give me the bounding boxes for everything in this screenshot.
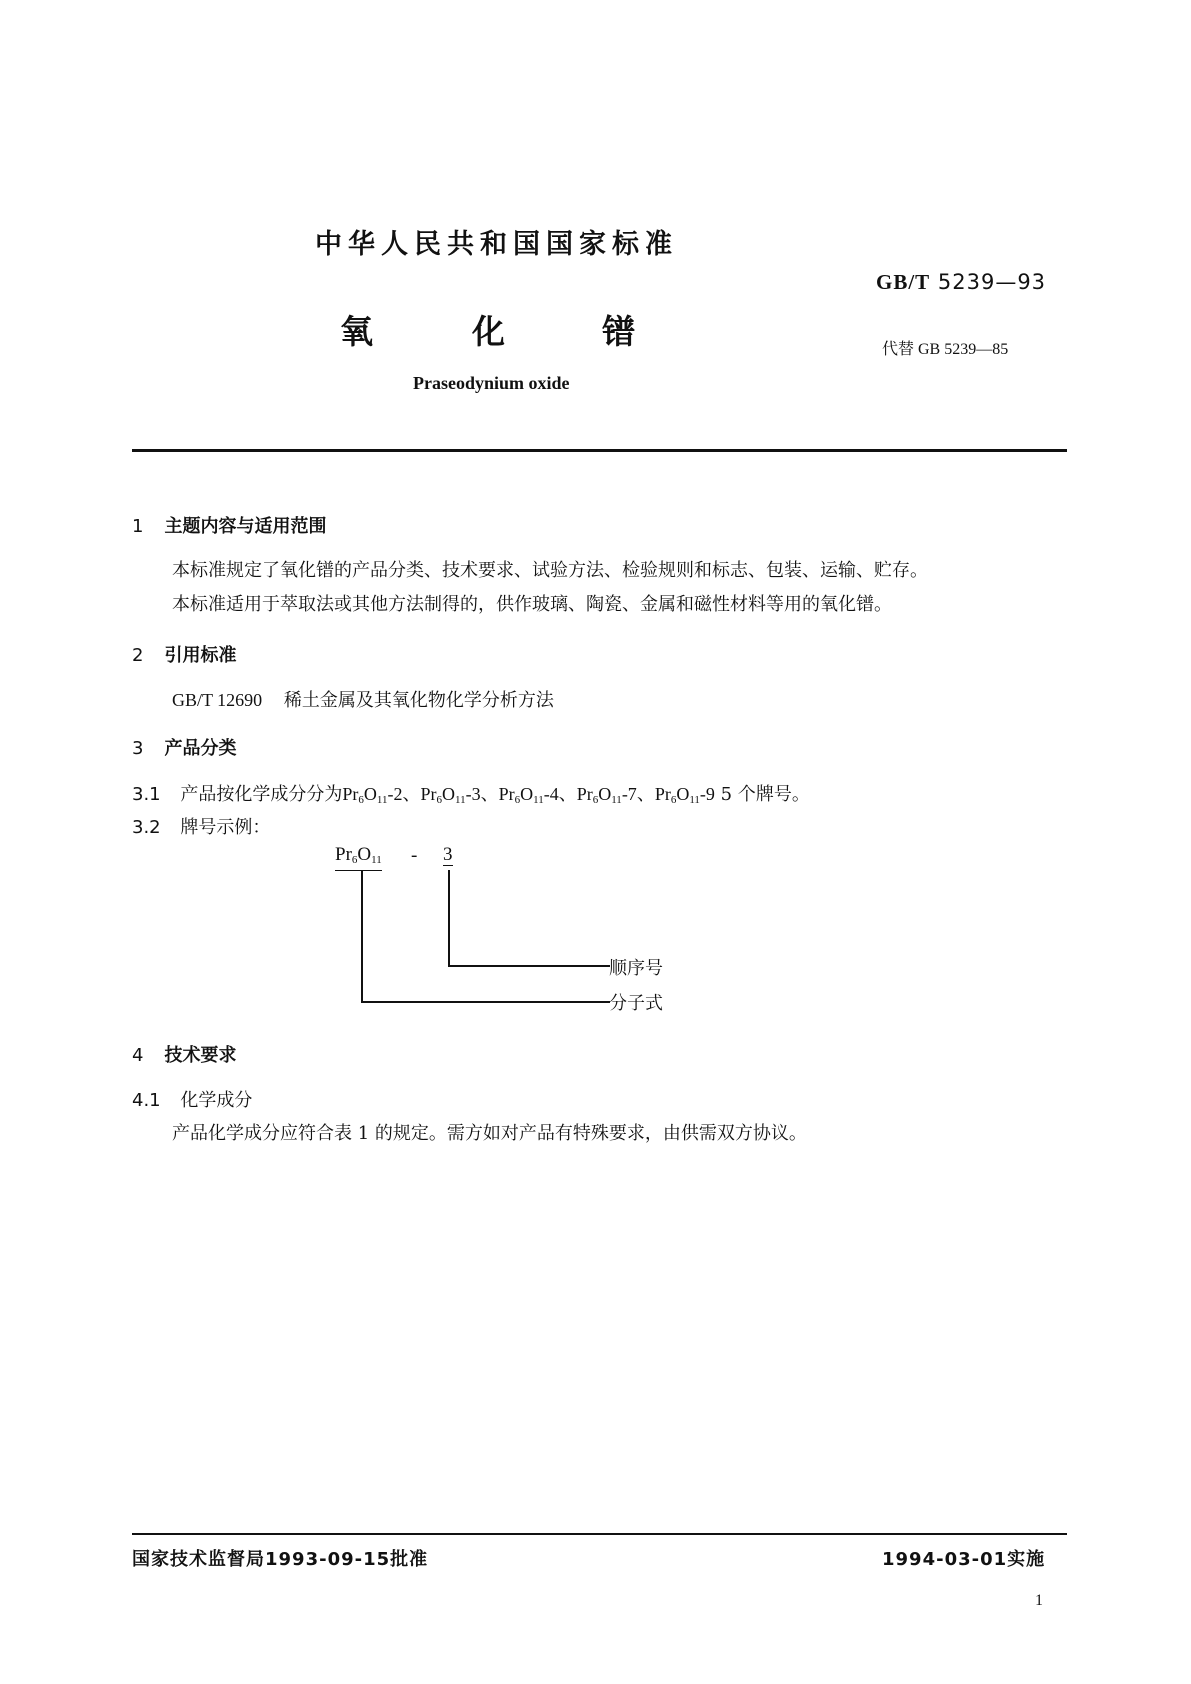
section-title: 主题内容与适用范围 <box>164 516 327 537</box>
grade-item <box>342 784 402 804</box>
grade-item <box>655 784 715 804</box>
clause-4-1-heading <box>132 1086 252 1112</box>
grade-o: O <box>598 784 612 804</box>
grade-base: Pr <box>342 784 359 804</box>
title-char-3: 镨 <box>602 312 635 351</box>
formula-sub-6: 6 <box>351 854 358 866</box>
grade-sub1: 6 <box>358 794 364 806</box>
section-3-heading <box>132 734 237 760</box>
clause-3-2 <box>132 813 270 839</box>
formula-sub-11: 11 <box>371 854 382 866</box>
section-4-heading <box>132 1041 237 1067</box>
standard-code-prefix: GB/T <box>876 270 931 294</box>
grade-o: O <box>676 784 690 804</box>
reference-title: 稀土金属及其氧化物化学分析方法 <box>283 690 554 711</box>
section-number: 2 <box>132 645 144 666</box>
grade-sub1: 6 <box>670 794 677 806</box>
grade-separator: 、 <box>480 784 499 804</box>
clause-number: 3.2 <box>132 817 161 838</box>
clause-4-1-text: 产品化学成分应符合表 1 的规定。需方如对产品有特殊要求，由供需双方协议。 <box>172 1123 807 1144</box>
grade-suffix: -3 <box>465 784 481 804</box>
grade-item <box>577 784 637 804</box>
footer-rule <box>132 1533 1067 1535</box>
grade-suffix: -4 <box>543 784 559 804</box>
section-1-paragraph-2: 本标准适用于萃取法或其他方法制得的，供作玻璃、陶瓷、金属和磁性材料等用的氧化镨。 <box>172 594 892 615</box>
section-2-heading <box>132 641 237 667</box>
grade-base: Pr <box>498 784 515 804</box>
sequence-label: 顺序号 <box>609 958 663 979</box>
grade-suffix: -9 <box>699 784 715 804</box>
section-1-paragraph-1: 本标准规定了氧化镨的产品分类、技术要求、试验方法、检验规则和标志、包装、运输、贮存。 <box>172 560 928 581</box>
clause-3-1 <box>132 780 810 806</box>
clause-number: 3.1 <box>132 784 161 805</box>
grade-sub2: 11 <box>611 794 622 806</box>
clause-title: 化学成分 <box>180 1090 253 1111</box>
title-english: Praseodynium oxide <box>413 373 570 393</box>
section-number: 3 <box>132 738 144 759</box>
section-1-heading <box>132 512 327 538</box>
grade-list <box>342 784 715 804</box>
grade-sub1: 6 <box>592 794 599 806</box>
section-title: 技术要求 <box>164 1045 237 1066</box>
standard-code <box>876 270 1046 295</box>
grade-separator: 、 <box>636 784 655 804</box>
grade-item <box>499 784 559 804</box>
grade-o: O <box>442 784 455 804</box>
standard-code-number: 5239—93 <box>937 270 1047 294</box>
number-vertical-line <box>448 870 450 966</box>
effective-date: 1994-03-01实施 <box>882 1549 1046 1570</box>
grade-suffix: -7 <box>621 784 637 804</box>
grade-o: O <box>363 784 377 804</box>
grade-sub2: 11 <box>376 794 388 806</box>
formula-vertical-line <box>361 870 363 1002</box>
grade-suffix: -2 <box>387 784 403 804</box>
grade-o: O <box>520 784 534 804</box>
formula-o: O <box>357 844 372 865</box>
sequence-connector-line <box>448 965 610 967</box>
clause-number: 4.1 <box>132 1090 161 1111</box>
approval-date: 国家技术监督局1993-09-15批准 <box>132 1549 429 1570</box>
clause-text-tail: 5 个牌号。 <box>714 784 810 805</box>
grade-sub2: 11 <box>455 794 466 806</box>
formula-label: 分子式 <box>609 993 663 1014</box>
section-number: 1 <box>132 516 144 537</box>
grade-separator: 、 <box>558 784 577 804</box>
formula-pr: Pr <box>335 844 352 865</box>
grade-item <box>420 784 480 804</box>
example-dash: - <box>411 845 418 866</box>
grade-base: Pr <box>420 784 437 804</box>
grade-sub2: 11 <box>689 794 700 806</box>
page-number: 1 <box>1035 1592 1043 1609</box>
clause-text: 牌号示例： <box>180 817 271 838</box>
example-formula <box>335 845 382 871</box>
clause-text-lead: 产品按化学成分分为 <box>180 784 343 805</box>
section-title: 产品分类 <box>164 738 237 759</box>
formula-connector-line <box>361 1001 610 1003</box>
section-title: 引用标准 <box>164 645 237 666</box>
national-standard-heading: 中华人民共和国国家标准 <box>315 229 678 260</box>
grade-separator: 、 <box>402 784 421 804</box>
grade-sub1: 6 <box>514 794 521 806</box>
grade-sub1: 6 <box>436 794 442 806</box>
title-char-2: 化 <box>472 312 505 351</box>
section-number: 4 <box>132 1045 144 1066</box>
header-rule <box>132 449 1067 452</box>
grade-base: Pr <box>576 784 593 804</box>
grade-base: Pr <box>654 784 671 804</box>
example-number: 3 <box>443 844 453 865</box>
replaces-standard: 代替 GB 5239—85 <box>882 341 1009 358</box>
title-char-1: 氧 <box>340 312 373 351</box>
reference-standard <box>172 686 554 712</box>
grade-sub2: 11 <box>533 794 544 806</box>
reference-code: GB/T 12690 <box>172 690 263 710</box>
